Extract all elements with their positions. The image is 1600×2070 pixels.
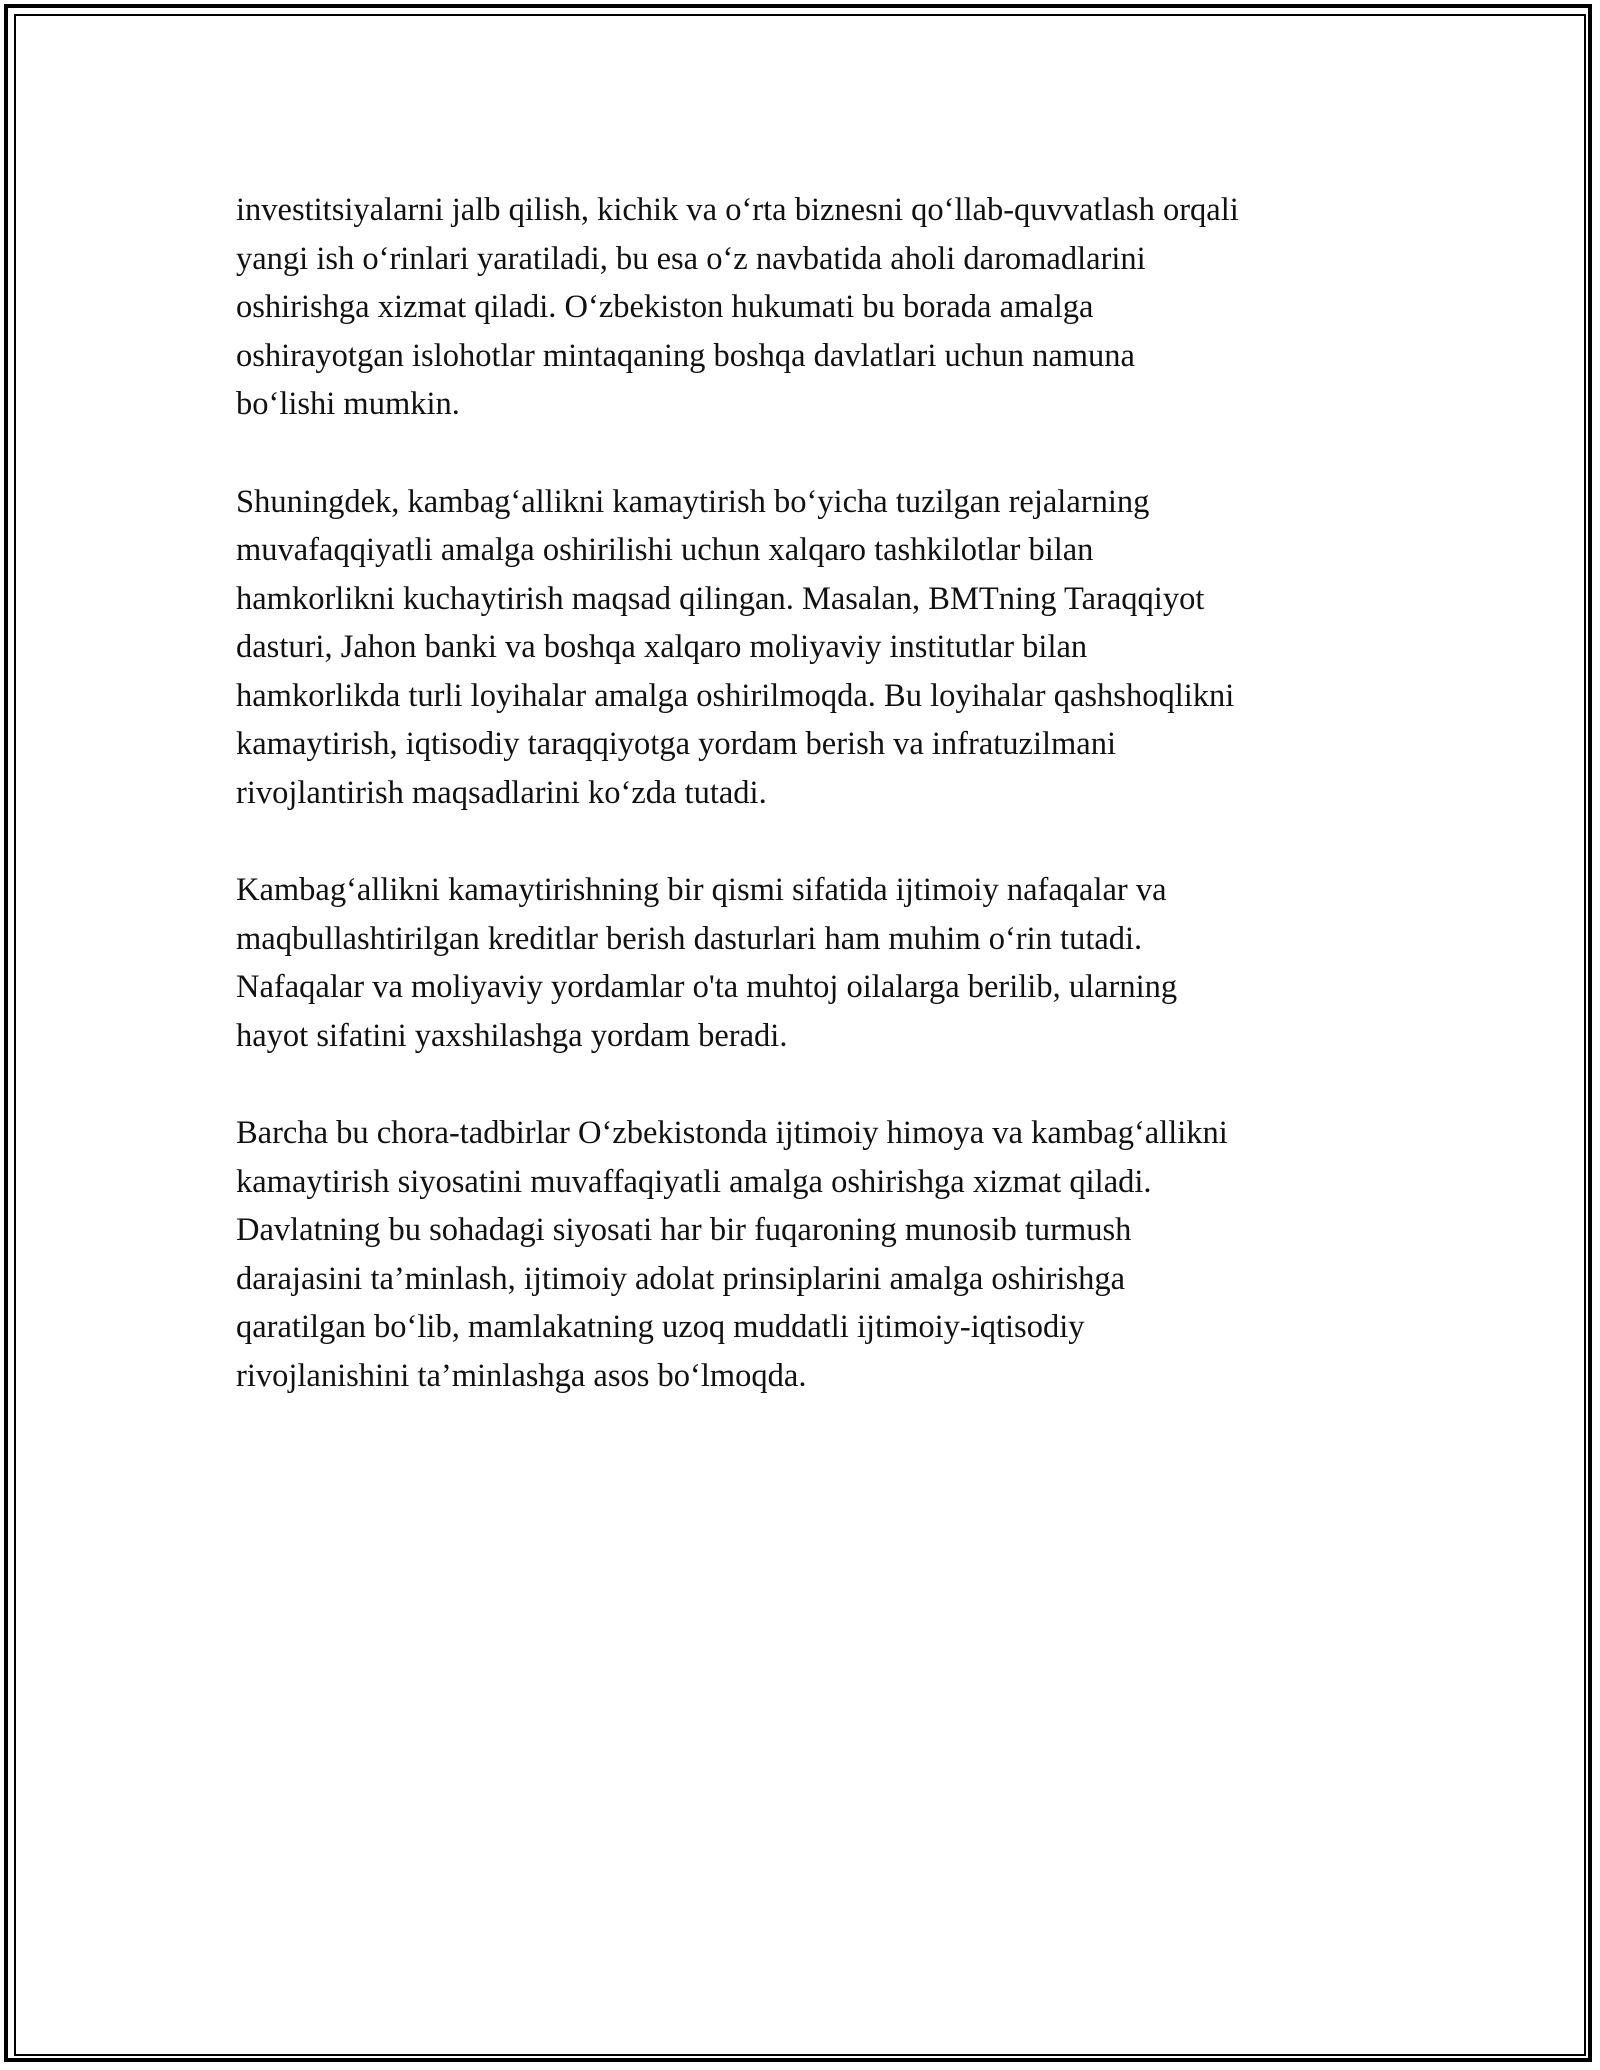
paragraph-2: Shuningdek, kambag‘allikni kamaytirish bo‘yicha tuzilgan rejalarning muvafaqqiyatli amalga oshirilishi uchun xalqaro tashkilotlar bilan hamkorlikni kuchaytirish maqsad qilingan. Masalan, BMTning Taraqqiyot dasturi, Jahon banki va boshqa xalqaro moliyaviy institutlar bilan hamkorlikda turli loyihalar amalga oshirilmoqda. Bu loyihalar qashshoqlikni kamaytirish, iqtisodiy taraqqiyotga yordam berish va infratuzilmani rivojlantirish maqsadlarini ko‘zda tutadi. bbox=[236, 483, 1235, 811]
paragraph-4: Barcha bu chora-tadbirlar O‘zbekistonda ijtimoiy himoya va kambag‘allikni kamaytirish siyosatini muvaffaqiyatli amalga oshirishga xizmat qiladi. Davlatning bu sohadagi siyosati har bir fuqaroning munosib turmush darajasini ta’minlash, ijtimoiy adolat prinsiplarini amalga oshirishga qaratilgan bo‘lib, mamlakatning uzoq muddatli ijtimoiy-iqtisodiy rivojlanishini ta’minlashga asos bo‘lmoqda. bbox=[236, 1115, 1228, 1394]
paragraph-1: investitsiyalarni jalb qilish, kichik va o‘rta biznesni qo‘llab-quvvatlash orqali yangi ish o‘rinlari yaratiladi, bu esa o‘z navbatida aholi daromadlarini oshirishga xizmat qiladi. O‘zbekiston hukumati bu borada amalga oshirayotgan islohotlar mintaqaning boshqa davlatlari uchun namuna bo‘lishi mumkin. bbox=[236, 192, 1239, 422]
document-body bbox=[236, 186, 1386, 1449]
paragraph-3: Kambag‘allikni kamaytirishning bir qismi sifatida ijtimoiy nafaqalar va maqbullashtirilgan kreditlar berish dasturlari ham muhim o‘rin tutadi. Nafaqalar va moliyaviy yordamlar o'ta muhtoj oilalarga berilib, ularning hayot sifatini yaxshilashga yordam beradi. bbox=[236, 872, 1178, 1054]
